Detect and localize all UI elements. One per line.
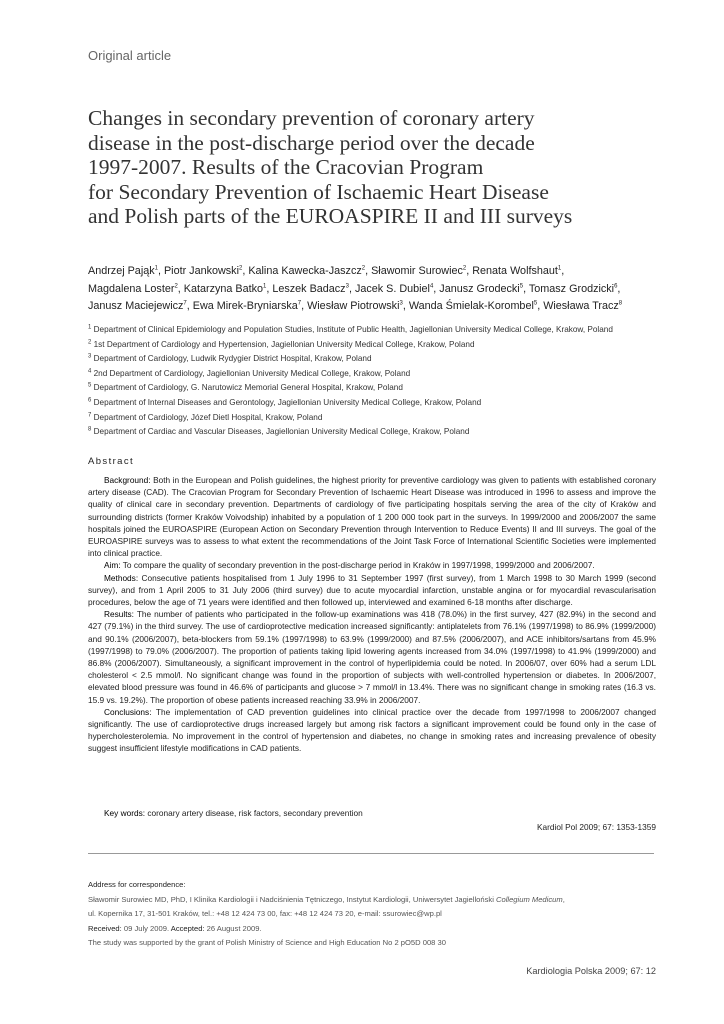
title-line: and Polish parts of the EUROASPIRE II and III surveys: [88, 204, 573, 228]
affiliation-text: 1st Department of Cardiology and Hypertension, Jagiellonian University Medical College, Krakow, Poland: [91, 339, 475, 349]
author-affil-number: 2: [462, 265, 467, 272]
author-name: Wiesław Piotrowski: [307, 300, 400, 312]
keywords-text: coronary artery disease, risk factors, secondary prevention: [145, 808, 363, 818]
author-name: Magdalena Loster: [88, 282, 175, 295]
author-affil-number: 3: [345, 282, 349, 289]
author-name: Andrzej Pająk: [88, 265, 155, 277]
affiliation-text: 2nd Department of Cardiology, Jagiellonian University Medical College, Krakow, Poland: [91, 368, 411, 378]
affiliation-text: Department of Cardiac and Vascular Diseases, Jagiellonian University Medical College, Krakow, Poland: [91, 427, 470, 437]
title-line: 1997-2007. Results of the Cracovian Program: [88, 155, 484, 179]
correspondence-address: ul. Kopernika 17, 31-501 Kraków, tel.: +48 12 424 73 00, fax: +48 12 424 73 20, e-mail: ssurowiec@wp.pl: [88, 909, 442, 918]
affiliation-item: [88, 323, 668, 338]
abstract-paragraph: [88, 474, 656, 559]
author-affil-number: 1: [154, 265, 158, 272]
abstract-section-text: The implementation of CAD prevention guidelines into clinical practice over the decade from 1997/1998 to 2006/2007 changed significantly. The use of cardioprotective drugs increased largely but among risk factors a significant improvement could be found only in the case of hypercholesterolemia. No improvement in the control of hypertension and diabetes, no change in smoking rates and increasing prevalence of obesity suggest insufficient lifestyle modifications in CAD patients.: [88, 706, 656, 754]
journal-citation: Kardiol Pol 2009; 67: 1353-1359: [536, 822, 656, 832]
author-affil-number: 2: [238, 265, 243, 272]
affiliation-item: [88, 411, 668, 426]
abstract-section-label: Methods:: [104, 572, 139, 583]
abstract-paragraph: [88, 572, 656, 609]
author-name: Wiesława Tracz: [543, 300, 619, 312]
funding-note: The study was supported by the grant of Polish Ministry of Science and High Education No 2 pO5D 008 30: [88, 938, 446, 947]
section-divider: [88, 853, 654, 854]
author-name: Sławomir Surowiec: [371, 265, 463, 277]
abstract-section-label: Conclusions:: [104, 706, 152, 717]
author-affil-number: 5: [533, 300, 538, 307]
abstract-section-text: To compare the quality of secondary prevention in the post-discharge period in Kraków in 1997/1998, 1999/2000 and 2006/2007.: [120, 560, 595, 571]
author-name: Katarzyna Batko: [183, 282, 264, 295]
affiliation-item: [88, 367, 668, 382]
author-affil-number: 2: [174, 282, 178, 289]
received-date: 09 July 2009.: [121, 923, 171, 933]
correspondence-heading: Address for correspondence:: [88, 880, 186, 889]
author-name: Tomasz Grodzicki: [528, 282, 615, 295]
author-name: Piotr Jankowski: [163, 265, 239, 277]
affiliation-number: 3: [88, 353, 92, 360]
author-affil-number: 6: [614, 282, 618, 289]
accepted-date: 26 August 2009.: [204, 923, 262, 933]
author-line: Janusz Maciejewicz$^7$, Ewa Mirek-Bryniarska$^7$, Wiesław Piotrowski$^3$, Wanda Śmielak-Korombel$^5$, Wiesława Tracz$^8$: [88, 300, 623, 312]
affiliation-text: Department of Clinical Epidemiology and Population Studies, Institute of Public Health, Jagiellonian University Medical College, Krakow, Poland: [91, 325, 613, 334]
author-affil-number: 1: [557, 265, 562, 272]
received-label: Received:: [88, 923, 122, 933]
abstract-heading: Abstract: [88, 456, 135, 467]
keywords: [104, 808, 363, 818]
affiliation-item: [88, 352, 668, 367]
affiliation-text: Department of Cardiology, Józef Dietl Hospital, Krakow, Poland: [91, 412, 323, 422]
affiliation-number: 2: [88, 338, 92, 345]
author-line: Andrzej Pająk$^1$, Piotr Jankowski$^2$, Kalina Kawecka-Jaszcz$^2$, Sławomir Surowiec$^2$, Renata Wolfshaut$^1$,: [88, 265, 565, 277]
affiliation-text: Department of Cardiology, Ludwik Rydygier District Hospital, Krakow, Poland: [91, 354, 372, 364]
affiliation-number: 8: [88, 426, 92, 433]
author-affil-number: 4: [429, 282, 434, 289]
author-name: Kalina Kawecka-Jaszcz: [248, 265, 362, 277]
affiliation-number: 7: [88, 411, 92, 418]
title-line: Changes in secondary prevention of coronary artery: [88, 106, 535, 130]
author-affil-number: 3: [399, 300, 403, 307]
abstract-section-label: Results:: [104, 609, 134, 620]
affiliation-number: 1: [88, 324, 92, 331]
abstract-section-label: Aim:: [104, 560, 121, 571]
author-name: Ewa Mirek-Bryniarska: [192, 300, 298, 312]
abstract-paragraph: [88, 706, 656, 755]
abstract-section-label: Background:: [104, 475, 151, 485]
affiliation-number: 4: [88, 368, 92, 375]
author-affil-number: 5: [519, 282, 524, 289]
author-affil-number: 1: [263, 282, 267, 289]
abstract-paragraph: [88, 559, 656, 571]
author-affil-number: 2: [361, 265, 366, 272]
author-affil-number: 7: [183, 300, 187, 307]
author-affil-number: 7: [297, 300, 302, 307]
affiliation-text: Department of Cardiology, G. Narutowicz Memorial General Hospital, Krakow, Poland: [91, 383, 403, 393]
article-title: [88, 106, 668, 229]
author-name: Wanda Śmielak-Korombel: [408, 300, 534, 312]
author-line: Magdalena Loster$^2$, Katarzyna Batko$^1$, Leszek Badacz$^3$, Jacek S. Dubiel$^4$, Janusz Grodecki$^5$, Tomasz Grodzicki$^6$,: [88, 282, 621, 295]
correspondence-line: [88, 893, 668, 908]
author-name: Leszek Badacz: [272, 282, 346, 295]
article-type-label: Original article: [88, 48, 172, 63]
title-line: disease in the post-discharge period over the decade: [88, 130, 535, 155]
keywords-label: Key words:: [104, 808, 146, 818]
affiliation-text: Department of Internal Diseases and Gerontology, Jagiellonian University Medical College, Krakow, Poland: [91, 397, 482, 407]
accepted-label: Accepted:: [170, 923, 205, 933]
affiliation-number: 5: [88, 382, 92, 389]
affiliation-number: 6: [88, 397, 92, 404]
dates-line: [88, 922, 668, 937]
affiliation-item: [88, 396, 668, 411]
author-name: Jacek S. Dubiel: [354, 282, 430, 295]
abstract-section-text: Consecutive patients hospitalised from 1 July 1996 to 31 September 1997 (first survey), from 1 March 1998 to 30 March 1999 (second survey), and from 1 April 2005 to 31 July 2006 (third survey) due to acute myocardial infarction, unstable angina or for myocardial revascularisation procedures, below the age of 71 years were identified and then followed up, interviewed and examined 6-18 months after discharge.: [88, 572, 656, 608]
author-affil-number: 8: [618, 300, 623, 307]
title-line: for Secondary Prevention of Ischaemic Heart Disease: [88, 179, 549, 204]
affiliation-item: [88, 338, 668, 353]
correspondence-block: [88, 878, 668, 951]
abstract-section-text: Both in the European and Polish guidelines, the highest priority for preventive cardiology was given to patients with established coronary artery disease (CAD). The Cracovian Program for Secondary Prevention of Ischaemic Heart Disease was introduced in 1996 to assess and improve the quality of clinical care in secondary prevention. Departments of cardiology of five participating hospitals serving the area of the city of Kraków and surrounding districts (former Kraków Voivodship) inhabited by a population of 1 200 000 took part in the surveys. In 1999/2000 and 2006/2007 the same hospitals joined the EUROASPIRE (European Action on Secondary Prevention through Intervention to Reduce Events) II and III surveys. The goal of the EUROASPIRE surveys was to assess to what extent the recommendations of the Joint Task Force of International Scientific Societies were implemented into clinical practice.: [88, 475, 656, 559]
correspondence-author: Sławomir Surowiec MD, PhD, I Klinika Kardiologii i Nadciśnienia Tętniczego, Instytut Kardiologii, Uniwersytet Jagielloński: [88, 894, 496, 904]
affiliation-list: [88, 323, 668, 440]
author-name: Janusz Maciejewicz: [88, 300, 184, 312]
correspondence-institution-italic: Collegium Medicum: [496, 894, 563, 904]
abstract-section-text: The number of patients who participated in the follow-up examinations was 418 (78.0%) in the first survey, 427 (82.9%) in the second and 427 (79.1%) in the third survey. The use of cardioprotective medication increased significantly: antiplatelets from 76.1% (1997/1998) to 86.9% (1999/2000) and 90.1% (2006/2007), beta-blockers from 59.1% (1997/1998) to 63.9% (1999/2000) and 87.5% (2006/2007), and ACE inhibitors/sartans from 45.9% (1997/1998) to 79.0% (2006/2007). The proportion of patients taking lipid lowering agents increased from 34.0% (1997/1998) to 41.9% (1999/2000) and 86.8% (2006/2007). Simultaneously, a significant improvement in the control of hyperlipidemia could be noted. In 2006/07, over 60% had a serum LDL cholesterol < 2.5 mmol/l. No significant change was found in the proportion of subjects with well-controlled hypertension or diabetes. In 2006/2007, elevated blood pressure was found in 46.6% of participants and glucose > 7 mmol/l in 13.4%. There was no significant change in smoking rates (16.3 vs. 15.9 vs. 19.2%). The proportion of obese patients increased reaching 33.9% in 2006/2007.: [88, 609, 656, 705]
author-list: [88, 263, 668, 316]
author-name: Renata Wolfshaut: [472, 265, 558, 277]
correspondence-punct: ,: [562, 894, 565, 904]
affiliation-item: [88, 381, 668, 396]
author-name: Janusz Grodecki: [439, 282, 520, 295]
journal-footer: Kardiologia Polska 2009; 67: 12: [526, 966, 656, 976]
affiliation-item: [88, 425, 668, 440]
abstract-body: [88, 474, 656, 755]
abstract-paragraph: [88, 608, 656, 706]
